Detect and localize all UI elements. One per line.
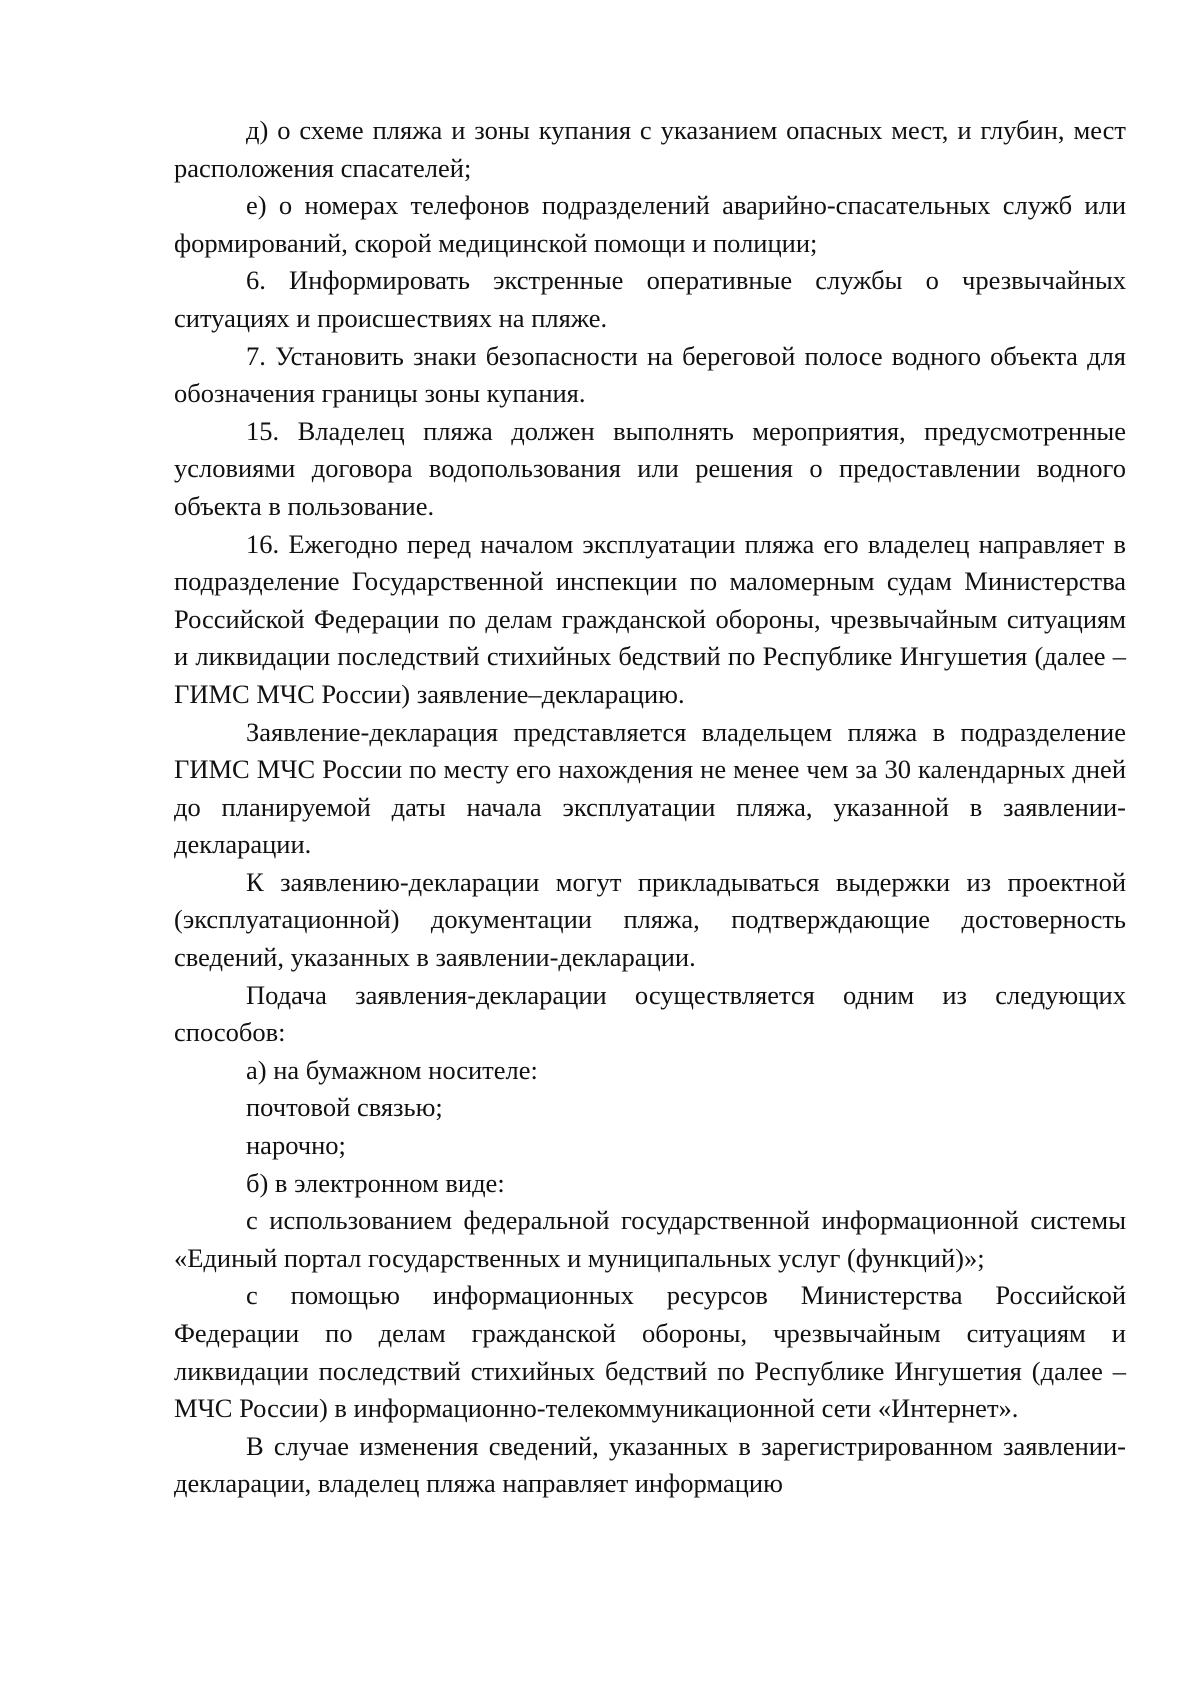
document-body: [174, 112, 1126, 1503]
paragraph-declaration-attachments: К заявлению-декларации могут прикладываться выдержки из проектной (эксплуатационной) документации пляжа, подтверждающие достоверность сведений, указанных в заявлении-декларации.: [174, 866, 1126, 973]
paragraph-7-safety-signs: 7. Установить знаки безопасности на береговой полосе водного объекта для обозначения границы зоны купания.: [174, 340, 1126, 409]
paragraph-15-owner-duties: 15. Владелец пляжа должен выполнять мероприятия, предусмотренные условиями договора водопользования или решения о предоставлении водного объекта в пользование.: [174, 415, 1126, 521]
list-item-paper: а) на бумажном носителе:: [246, 1054, 538, 1085]
paragraph-d-beach-scheme: д) о схеме пляжа и зоны купания с указанием опасных мест, и глубин, мест расположения спасателей;: [174, 115, 1126, 183]
paragraph-6-inform-services: 6. Информировать экстренные оперативные службы о чрезвычайных ситуациях и происшествиях на пляже.: [174, 265, 1126, 333]
paragraph-declaration-deadline: Заявление-декларация представляется владельцем пляжа в подразделение ГИМС МЧС России по месту его нахождения не менее чем за 30 календарных дней до планируемой даты начала эксплуатации пляжа, указанной в заявлении-декларации.: [174, 716, 1126, 860]
list-item-electronic: б) в электронном виде:: [246, 1167, 505, 1198]
paragraph-e-phone-numbers: е) о номерах телефонов подразделений аварийно-спасательных служб или формирований, скорой медицинской помощи и полиции;: [174, 190, 1126, 258]
paragraph-16-annual-declaration: 16. Ежегодно перед началом эксплуатации пляжа его владелец направляет в подразделение Государственной инспекции по маломерным судам Министерства Российской Федерации по делам гражданской обороны, чрезвычайным ситуациям и ликвидации последствий стихийных бедствий по Республике Ингушетия (далее – ГИМС МЧС России) заявление–декларацию.: [174, 528, 1126, 709]
list-item-in-person: нарочно;: [246, 1130, 346, 1161]
list-item-mchs-resources: с помощью информационных ресурсов Министерства Российской Федерации по делам гражданской обороны, чрезвычайным ситуациям и ликвидации последствий стихийных бедствий по Республике Ингушетия (далее – МЧС России) в информационно-телекоммуникационной сети «Интернет».: [174, 1280, 1126, 1424]
list-item-postal: почтовой связью;: [246, 1092, 443, 1123]
paragraph-changes-info: В случае изменения сведений, указанных в зарегистрированном заявлении-декларации, владелец пляжа направляет информацию: [174, 1430, 1126, 1499]
paragraph-submission-methods: Подача заявления-декларации осуществляется одним из следующих способов:: [174, 979, 1126, 1048]
list-item-gosuslugi: с использованием федеральной государственной информационной системы «Единый портал государственных и муниципальных услуг (функций)»;: [174, 1205, 1126, 1273]
